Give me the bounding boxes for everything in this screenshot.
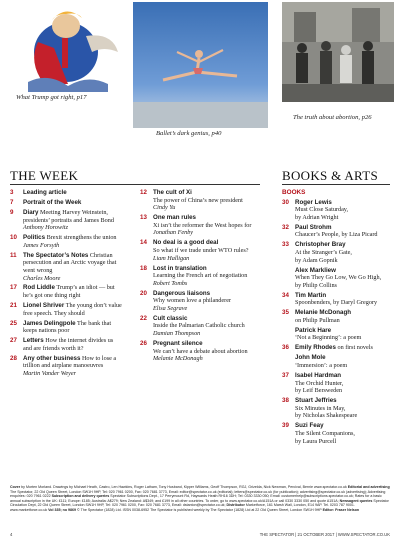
trump-cartoon-image xyxy=(8,2,126,92)
page-number: 10 xyxy=(10,234,17,242)
entry-description: The young don’t value free speech. They should xyxy=(23,302,122,317)
toc-entry[interactable] xyxy=(282,199,394,222)
week-column-1 xyxy=(10,189,122,380)
toc-entry[interactable] xyxy=(140,265,266,288)
entry-title: Paul Strohm xyxy=(295,223,332,231)
entry-line: Spoonbenders, by Daryl Gregory xyxy=(295,299,378,307)
entry-description: Meeting Harvey Weinstein, presidents’ portraits and James Bond xyxy=(23,208,114,224)
footer-page-number: 4 xyxy=(10,532,13,537)
entry-title: Christopher Bray xyxy=(295,241,346,249)
entry-line: ‘Immersion’: a poem xyxy=(295,362,348,369)
entry-title: Diary xyxy=(23,208,39,216)
entry-title: Isabel Hardman xyxy=(295,371,342,379)
toc-entry[interactable] xyxy=(282,267,394,290)
toc-entry[interactable] xyxy=(282,372,394,395)
entry-description: The bank that keeps nations poor xyxy=(23,319,112,335)
credits-text: Spectator Circulation Dept, 22 Old Queen Street, London SW1H 9HP, Tel: 020 7961 0200, Fax: 020 7681 3773, Email: dstanton@spectator.co.uk; xyxy=(10,498,389,508)
toc-entry[interactable] xyxy=(140,290,266,313)
entry-title: Suzi Feay xyxy=(295,422,324,430)
page-number: 13 xyxy=(140,214,147,222)
entry-description: How the internet divides us and are friends worth it? xyxy=(23,337,114,352)
entry-line: by Adrian Wright xyxy=(295,213,339,221)
credits-label: Editorial and advertising xyxy=(347,485,390,489)
the-week-rule xyxy=(10,184,260,185)
image-caption-trump: What Trump got right, p17 xyxy=(16,94,87,101)
page-number xyxy=(282,327,295,342)
page-number: 12 xyxy=(140,189,147,196)
entry-title: James Delingpole xyxy=(23,319,76,327)
entry-line: The Silent Companions, xyxy=(295,429,355,437)
entry-author: Liam Halligan xyxy=(153,254,190,262)
entry-title: Tim Martin xyxy=(295,291,327,299)
entry-title: The cult of Xi xyxy=(153,189,192,196)
entry-description: Learning the French art of negotiation xyxy=(153,272,248,280)
entry-line: When They Go Low, We Go High, xyxy=(295,274,382,282)
entry-title: Portrait of the Week xyxy=(23,198,82,206)
entry-title: John Mole xyxy=(295,354,326,362)
toc-entry[interactable] xyxy=(10,252,122,282)
credits-text: Spectator Subscriptions Dept., 17 Perrymount Rd, Haywards Heath RH16 3DH; Tel: 0330 3330 050; Email: customerhelp@subscriptions.spectator.co.uk; Rates for a basic annual subscription in the UK: £111; Europe: £185; Australia: A$279; New Zealand: A$349; and £199 in all other countries. To order, go to www.spectator.co.uk/A151A or call 0330 3330 050 and quote A151A; xyxy=(10,494,382,503)
credits-text: © The Spectator (1828) Ltd. ISSN 0038-6952 The Spectator is published weekly by The Spectator (1828) Ltd at 22 Old Queen Street, London SW1H 9HP xyxy=(76,507,322,512)
entry-description: Trump’s an idiot — but he’s got one thing right xyxy=(23,284,115,300)
toc-entry[interactable] xyxy=(10,355,122,378)
entry-line: by Philip Collins xyxy=(295,281,337,289)
entry-line: by Adam Gopnik xyxy=(295,256,338,264)
credits-label: Vol 335; no 9869 xyxy=(48,507,77,512)
entry-author: Cindy Yu xyxy=(153,204,176,212)
entry-author: Robert Tombs xyxy=(153,279,188,287)
toc-entry[interactable] xyxy=(140,340,266,363)
entry-description: So what if we trade under WTO rules? xyxy=(153,246,249,254)
page-number: 3 xyxy=(10,189,14,196)
image-caption-ballet: Ballet’s dark genius, p40 xyxy=(156,130,222,137)
toc-entry[interactable] xyxy=(10,284,122,299)
entry-description: Brexit strengthens the union xyxy=(45,234,117,242)
toc-entry[interactable] xyxy=(282,241,394,264)
credits-label: Newsagent queries xyxy=(339,498,373,503)
books-arts-heading: BOOKS & ARTS xyxy=(282,168,379,183)
entry-author: Damian Thompson xyxy=(153,330,201,338)
entry-author: James Forsyth xyxy=(23,241,60,249)
entry-title: Rod Liddle xyxy=(23,284,55,292)
page-number xyxy=(282,354,295,369)
page-number: 30 xyxy=(282,198,289,206)
toc-entry[interactable] xyxy=(10,199,122,207)
page-number xyxy=(282,267,295,290)
entry-title: Politics xyxy=(23,234,46,242)
entry-title: Dangerous liaisons xyxy=(153,289,211,297)
entry-title: No deal is a good deal xyxy=(153,239,219,247)
toc-entry[interactable] xyxy=(10,320,122,335)
entry-title: The Spectator’s Notes xyxy=(23,251,89,259)
books-arts-rule xyxy=(282,184,390,185)
the-week-heading: THE WEEK xyxy=(10,168,79,183)
toc-entry[interactable] xyxy=(10,234,122,249)
entry-title: Roger Lewis xyxy=(295,198,332,206)
entry-line: Chaucer’s People, by Liza Picard xyxy=(295,231,378,239)
page-number: 18 xyxy=(140,264,147,272)
credits-label: Editor: Fraser Nelson xyxy=(322,507,360,512)
page-number: 22 xyxy=(140,314,147,322)
toc-entry[interactable] xyxy=(10,209,122,232)
page-number: 14 xyxy=(140,239,147,247)
page-number: 11 xyxy=(10,251,17,259)
credits-text: The Spectator, 22 Old Queen Street, London SW1H 9HP, Tel: 020 7961 0200, Fax: 020 7681 3773, Email: editor@spectator.co.uk (editorial); letters@spectator.co.uk (for publication); advertising@spectator.co.uk (advertising); Advertising enquiries: 020 7961 0222 xyxy=(10,489,386,499)
entry-line: At the Stranger’s Gate, xyxy=(295,248,352,256)
entry-description: Christian persecution and an Arctic voyage that went wrong xyxy=(23,251,117,274)
page-number: 25 xyxy=(10,319,17,327)
entry-title: Emily Rhodes xyxy=(295,344,336,352)
toc-entry[interactable] xyxy=(140,214,266,237)
page-number: 27 xyxy=(10,337,17,345)
toc-entry[interactable] xyxy=(282,224,394,239)
entry-description: Inside the Palmarian Catholic church xyxy=(153,322,245,330)
entry-title: Letters xyxy=(23,337,44,345)
entry-line: Six Minutes in May, xyxy=(295,404,346,412)
page-number: 39 xyxy=(282,422,289,430)
books-column xyxy=(282,189,394,448)
credits-text: Marketforce, 161 Marsh Wall, London, E14 9AP. Tel. 0203 787 9001. www.marketforce.co.uk xyxy=(10,503,355,512)
page-number: 26 xyxy=(140,340,147,348)
entry-line: on first novels xyxy=(337,344,373,352)
toc-entry[interactable] xyxy=(282,309,394,324)
entry-title: Melanie McDonagh xyxy=(295,309,352,317)
credits-block xyxy=(10,485,390,513)
toc-entry[interactable] xyxy=(10,302,122,317)
toc-entry[interactable] xyxy=(282,422,394,445)
page-number: 35 xyxy=(282,309,289,317)
credits-label: Distributor xyxy=(226,503,245,508)
footer-publication: THE SPECTATOR | 21 OCTOBER 2017 | WWW.SPECTATOR.CO.UK xyxy=(259,532,390,537)
toc-entry[interactable] xyxy=(282,397,394,420)
entry-title: Pregnant silence xyxy=(153,340,203,348)
page-number: 33 xyxy=(282,241,289,249)
page-number: 20 xyxy=(140,289,147,297)
page-number: 17 xyxy=(10,284,17,292)
entry-author: Elisa Segrave xyxy=(153,304,188,312)
page-number: 32 xyxy=(282,223,289,231)
entry-author: Anthony Horowitz xyxy=(23,224,68,232)
toc-entry[interactable] xyxy=(282,344,394,352)
week-column-2 xyxy=(140,189,266,365)
entry-description: The power of China’s new president xyxy=(153,196,243,204)
toc-entry[interactable] xyxy=(140,239,266,262)
toc-entry[interactable] xyxy=(282,354,394,369)
entry-title: One man rules xyxy=(153,214,196,222)
toc-entry[interactable] xyxy=(10,189,122,197)
entry-title: Any other business xyxy=(23,354,81,362)
entry-author: Melanie McDonagh xyxy=(153,355,203,363)
page-number: 7 xyxy=(10,198,14,206)
entry-author: Charles Moore xyxy=(23,274,61,282)
entry-line: on Philip Pullman xyxy=(295,316,340,324)
page-number: 28 xyxy=(10,354,17,362)
page-number: 34 xyxy=(282,291,289,299)
entry-author: Jonathan Fenby xyxy=(153,229,194,237)
entry-title: Lost in translation xyxy=(153,264,207,272)
abortion-photo-image xyxy=(282,2,394,102)
page-number: 9 xyxy=(10,208,14,216)
credits-label: Cover xyxy=(10,485,21,489)
toc-entry[interactable] xyxy=(282,292,394,307)
credits-label: Subscription and delivery queries xyxy=(51,494,110,499)
entry-description: Why women love a philanderer xyxy=(153,297,232,305)
entry-author: Martin Vander Weyer xyxy=(23,369,77,377)
entry-line: by Leif Bersweden xyxy=(295,387,343,395)
entry-description: We can’t have a debate about abortion xyxy=(153,347,248,355)
entry-title: Leading article xyxy=(23,189,67,196)
entry-line: ‘Not a Beginning’: a poem xyxy=(295,334,362,342)
ballet-photo-image xyxy=(133,2,268,128)
books-subheading: BOOKS xyxy=(282,189,306,196)
toc-entry[interactable] xyxy=(140,315,266,338)
entry-title: Stuart Jeffries xyxy=(295,397,337,405)
entry-title: Lionel Shriver xyxy=(23,302,65,310)
entry-title: Cult classic xyxy=(153,314,188,322)
image-caption-abortion: The truth about abortion, p26 xyxy=(293,114,372,121)
entry-line: by Laura Purcell xyxy=(295,437,337,445)
entry-description: Xi isn’t the reformer the West hopes for xyxy=(153,221,252,229)
entry-line: The Orchid Hunter, xyxy=(295,379,344,387)
entry-title: Patrick Hare xyxy=(295,326,332,334)
entry-line: Must Close Saturday, xyxy=(295,206,349,214)
entry-line: by Nicholas Shakespeare xyxy=(295,412,358,420)
toc-entry[interactable] xyxy=(282,327,394,342)
entry-title: Alex Markliew xyxy=(295,266,336,274)
toc-entry[interactable] xyxy=(140,189,266,212)
page-number: 37 xyxy=(282,371,289,379)
page-number: 38 xyxy=(282,397,289,405)
page-number: 36 xyxy=(282,344,289,352)
page-number: 21 xyxy=(10,302,17,310)
credits-text: by Morten Morland. Drawings by Michael Heath, Castro, Len Hawkins, Roger Latham, Tony Husband, Kipper Williams, Geoff Thompson, RGJ, Grizelda, Nick Newman, Percival, Bernie www.spectator.co.uk xyxy=(20,485,347,489)
toc-entry[interactable] xyxy=(10,337,122,352)
entry-description: How to lose a trillion and airplane manoeuvres xyxy=(23,354,117,370)
